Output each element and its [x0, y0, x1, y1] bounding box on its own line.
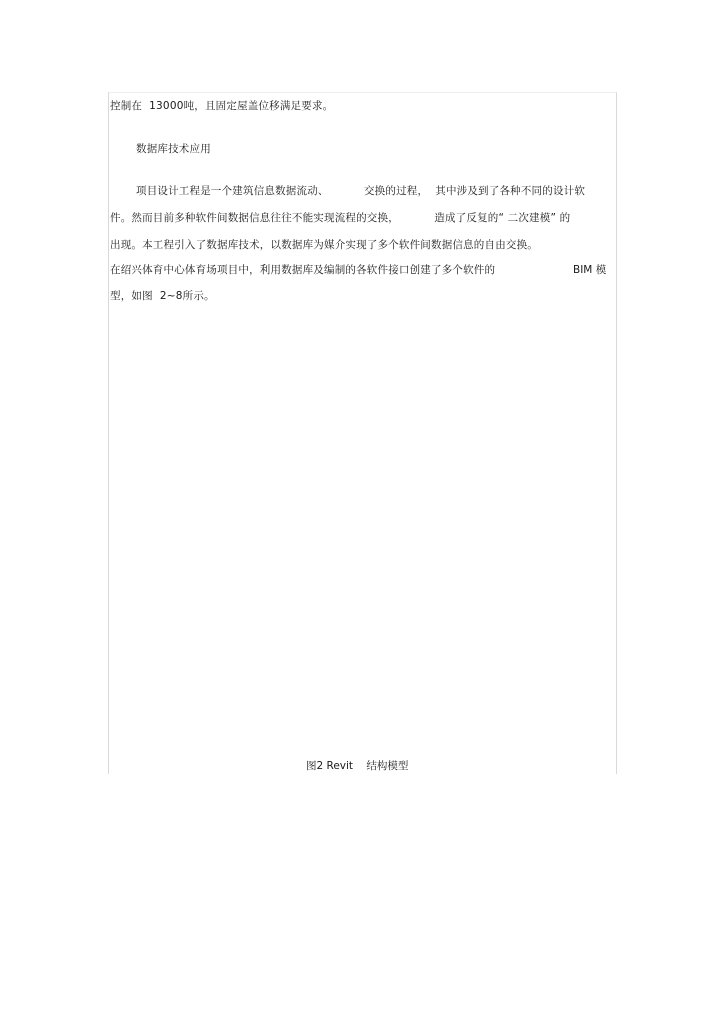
paragraph-line-3: 件。然而目前多种软件间数据信息往往不能实现流程的交换， 造成了反复的“ 二次建模” 的	[110, 212, 571, 224]
paragraph-line-4: 出现。本工程引入了数据库技术，以数据库为媒介实现了多个软件间数据信息的自由交换。	[110, 239, 538, 251]
paragraph-line-2: 项目设计工程是一个建筑信息数据流动、 交换的过程， 其中涉及到了各种不同的设计软	[136, 185, 586, 197]
paragraph-line-6: 型，如图 2~8所示。	[110, 290, 215, 302]
section-heading: 数据库技术应用	[136, 143, 211, 155]
figure-caption: 图2 Revit 结构模型	[306, 760, 409, 772]
paragraph-line-1: 控制在 13000吨，且固定屋盖位移满足要求。	[110, 100, 334, 112]
paragraph-line-5: 在绍兴体育中心体育场项目中，利用数据库及编制的各软件接口创建了多个软件的	[110, 264, 496, 276]
paragraph-line-5-end: BIM 模	[573, 264, 607, 276]
